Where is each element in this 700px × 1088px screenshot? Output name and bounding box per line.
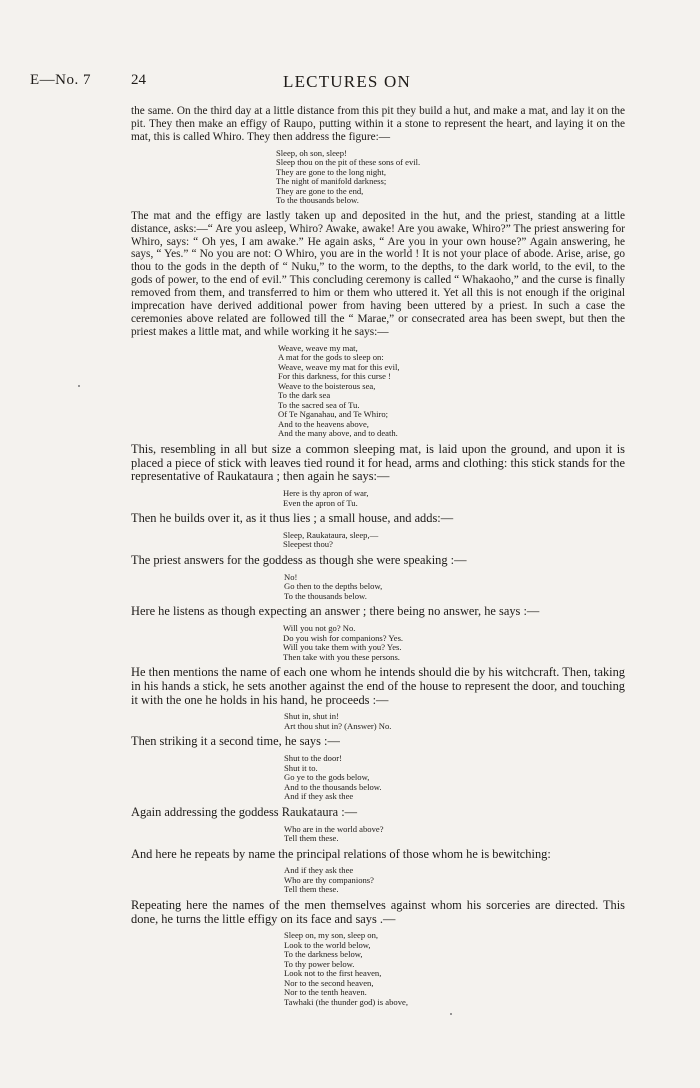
verse-block bbox=[276, 149, 625, 206]
verse-block bbox=[284, 573, 625, 602]
paper-speck bbox=[78, 385, 80, 387]
verse-line: Nor to the tenth heaven. bbox=[284, 987, 367, 998]
page-header bbox=[30, 72, 664, 94]
verse-line: To the thousands below. bbox=[284, 590, 367, 601]
paragraph: Repeating here the names of the men themselves against whom his sorceries are directed. This done, he turns the little effigy on its face and says .— bbox=[131, 897, 625, 926]
document-code: E—No. 7 bbox=[30, 72, 91, 88]
paragraph: And here he repeats by name the principal relations of those whom he is bewitching: bbox=[131, 846, 551, 861]
verse-line: Do you wish for companions? Yes. bbox=[283, 632, 404, 643]
verse-line: Tawhaki (the thunder god) is above, bbox=[284, 996, 408, 1007]
verse-line: Tell them these. bbox=[284, 833, 339, 844]
paragraph: This, resembling in all but size a common sleeping mat, is laid upon the ground, and upon it is placed a piece of stick with leaves tied round it for head, arms and clothing: this stick stands for the representative of Raukataura ; then again he says:— bbox=[131, 441, 625, 484]
verse-line: Who are in the world above? bbox=[284, 823, 384, 834]
verse-block bbox=[283, 624, 625, 662]
paragraph: The mat and the effigy are lastly taken up and deposited in the hut, and the priest, standing at a little distance, asks:—“ Are you asleep, Whiro? Awake, awake! Are you awake, Whiro?” The priest answering for Whiro, says: “ Oh yes, I am awake.” He again asks, “ Are you in your own house?” Again answering, he says, “ Yes.” “ No you are not: O Whiro, you are in the world ! It is not your place of abode. Arise, arise, go thou to the gods in the depth of “ Nuku,” to the worm, to the depths, to the dark world, to the evil, to the gods of power, to the end of evil.” This concluding ceremony is called “ Whakaoho,” and the curse is finally removed from them, and transferred to him or them who uttered it. Yet all this is not enough if the original imprecation have derived additional power from having been uttered by a priest. In such a case the ceremonies above related are followed till the “ Marae,” or consecrated area has been swept, but then the priest makes a little mat, and while working it he says:— bbox=[131, 209, 625, 338]
verse-block bbox=[283, 531, 625, 550]
verse-line: And the many above, and to death. bbox=[278, 428, 398, 439]
paragraph: The priest answers for the goddess as though she were speaking :— bbox=[131, 552, 467, 567]
verse-block bbox=[283, 489, 625, 508]
verse-line: Here is thy apron of war, bbox=[283, 488, 369, 499]
verse-line: Will you not go? No. bbox=[283, 623, 356, 634]
paragraph: He then mentions the name of each one whom he intends should die by his witchcraft. Then, taking in his hands a stick, he sets another against the end of the house to represent the door, and touching it with the one he holds in his hand, he proceeds :— bbox=[131, 665, 625, 707]
verse-line: Of Te Nganahau, and Te Whiro; bbox=[278, 409, 389, 420]
verse-line: And to the thousands below. bbox=[284, 781, 382, 792]
paragraph: Then striking it a second time, he says :— bbox=[131, 734, 340, 749]
verse-line: For this darkness, for this curse ! bbox=[278, 371, 391, 382]
verse-line: A mat for the gods to sleep on: bbox=[278, 352, 384, 363]
verse-line: Weave to the boisterous sea, bbox=[278, 380, 376, 391]
verse-line: Look to the world below, bbox=[284, 939, 371, 950]
verse-line: The night of manifold darkness; bbox=[276, 176, 387, 187]
paper-speck bbox=[450, 1013, 452, 1015]
page-body bbox=[131, 105, 625, 1011]
verse-block bbox=[284, 825, 625, 844]
verse-line: And if they ask thee bbox=[284, 791, 354, 802]
verse-line: Sleep thou on the pit of these sons of evil. bbox=[276, 157, 421, 168]
paragraph: the same. On the third day at a little distance from this pit they build a hut, and make a mat, and lay it on the pit. They then make an effigy of Raupo, putting within it a stone to represent the heart, and laying it on the mat, this is called Whiro. They then address the figure:— bbox=[131, 105, 625, 143]
verse-block bbox=[284, 712, 625, 731]
verse-line: Go ye to the gods below, bbox=[284, 772, 370, 783]
verse-line: Art thou shut in? (Answer) No. bbox=[284, 720, 392, 731]
verse-line: Even the apron of Tu. bbox=[283, 497, 358, 508]
verse-line: Nor to the second heaven, bbox=[284, 977, 374, 988]
verse-block bbox=[284, 754, 625, 802]
verse-line: Go then to the depths below, bbox=[284, 581, 383, 592]
verse-line: Weave, weave my mat for this evil, bbox=[278, 361, 400, 372]
verse-line: Tell them these. bbox=[284, 884, 339, 895]
verse-line: Will you take them with you? Yes. bbox=[283, 642, 402, 653]
paragraph: Then he builds over it, as it thus lies ; a small house, and adds:— bbox=[131, 511, 454, 526]
verse-line: Shut to the door! bbox=[284, 753, 343, 764]
verse-line: To the sacred sea of Tu. bbox=[278, 399, 360, 410]
verse-block bbox=[278, 344, 625, 439]
verse-line: Sleepest thou? bbox=[283, 539, 333, 550]
verse-line: They are gone to the long night, bbox=[276, 166, 387, 177]
verse-line: Look not to the first heaven, bbox=[284, 968, 382, 979]
verse-line: No! bbox=[284, 571, 298, 582]
verse-line: Sleep on, my son, sleep on, bbox=[284, 930, 379, 941]
verse-line: Sleep, Raukataura, sleep,— bbox=[283, 529, 379, 540]
verse-line: To the dark sea bbox=[278, 390, 331, 401]
paragraph: Again addressing the goddess Raukataura :— bbox=[131, 804, 358, 819]
verse-line: And if they ask thee bbox=[284, 865, 354, 876]
paragraph: Here he listens as though expecting an answer ; there being no answer, he says :— bbox=[131, 604, 540, 619]
verse-line: Who are thy companions? bbox=[284, 874, 374, 885]
verse-line: Weave, weave my mat, bbox=[278, 342, 358, 353]
verse-line: They are gone to the end, bbox=[276, 185, 364, 196]
verse-line: To thy power below. bbox=[284, 958, 355, 969]
running-title: LECTURES ON bbox=[283, 72, 411, 91]
verse-line: Sleep, oh son, sleep! bbox=[276, 147, 347, 158]
verse-line: Shut it to. bbox=[284, 762, 318, 773]
verse-block bbox=[284, 866, 625, 895]
verse-line: Then take with you these persons. bbox=[283, 651, 400, 662]
verse-line: To the thousands below. bbox=[276, 195, 359, 206]
verse-block bbox=[284, 931, 625, 1007]
page-number: 24 bbox=[131, 72, 146, 88]
verse-line: To the darkness below, bbox=[284, 949, 363, 960]
verse-line: Shut in, shut in! bbox=[284, 711, 339, 722]
verse-line: And to the heavens above, bbox=[278, 418, 369, 429]
